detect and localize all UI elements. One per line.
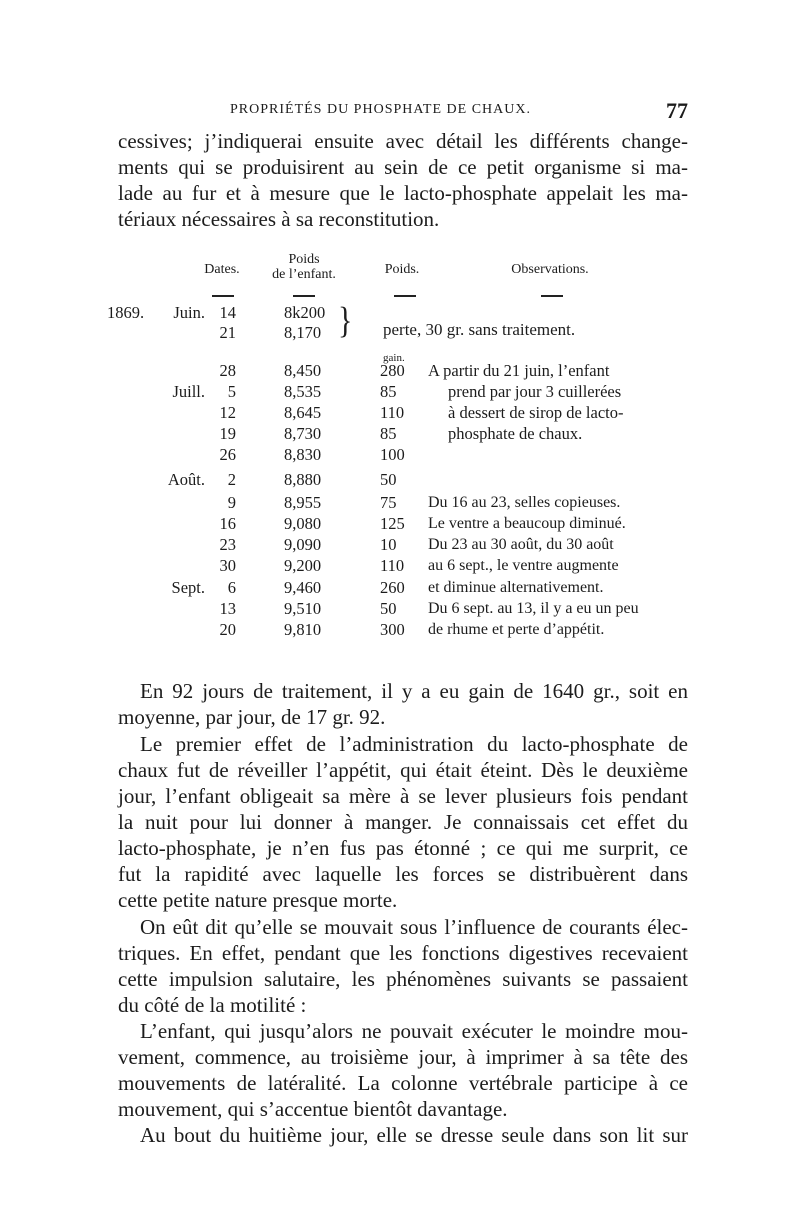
- text-line: mouvements de latéralité. La colonne vertébrale participe à ce: [118, 1071, 688, 1095]
- table-cell-day: 13: [219, 599, 236, 618]
- table-cell-weight: 9,200: [284, 556, 322, 575]
- table-cell-weight: 9,080: [284, 514, 322, 533]
- table-cell-weight: 9,810: [284, 620, 322, 639]
- header-observations: Observations.: [511, 262, 589, 277]
- table-cell-weight: 8,450: [284, 361, 322, 380]
- brace: }: [338, 299, 353, 341]
- table-cell-day: 26: [219, 445, 236, 464]
- table-cell-weight: 8,955: [284, 493, 322, 512]
- table-cell-delta: 260: [380, 578, 405, 597]
- paragraph-summary: [118, 678, 688, 730]
- paragraph-movement: [118, 1018, 688, 1122]
- intro-paragraph: [118, 128, 688, 232]
- table-cell-obs: et diminue alternativement.: [428, 579, 604, 596]
- table-cell-obs: prend par jour 3 cuillerées: [448, 382, 622, 401]
- first-observation: perte, 30 gr. sans traitement.: [383, 320, 576, 339]
- text-line: En 92 jours de traitement, il y a eu gain de 1640 gr., soit en: [140, 679, 688, 703]
- table-cell-month: Juill.: [172, 382, 205, 401]
- text-line: triques. En effet, pendant que les fonctions digestives recevaient: [118, 941, 688, 965]
- text-line: cette impulsion salutaire, les phénomènes suivants se passaient: [118, 967, 688, 991]
- header-dash: [394, 295, 416, 297]
- table-cell-month: Juin.: [173, 303, 205, 322]
- table-cell-delta: 85: [380, 382, 397, 401]
- text-line: lade au fur et à mesure que le lacto-phosphate appelait les ma-: [118, 181, 688, 205]
- table-cell-month: Août.: [167, 470, 205, 489]
- table-cell-day: 12: [219, 403, 236, 422]
- table-cell-delta: 110: [380, 556, 405, 575]
- text-line: lacto-phosphate, je n’en fus pas étonné ; ce qui me surprit, ce: [118, 836, 688, 860]
- text-line: jour, l’enfant obligeait sa mère à se lever plusieurs fois pendant: [118, 784, 688, 808]
- text-line: mouvement, qui s’accentue bientôt davantage.: [118, 1097, 508, 1121]
- paragraph-appetite: [118, 731, 688, 913]
- text-line: fut la rapidité avec laquelle les forces se distribuèrent dans: [118, 862, 688, 886]
- text-line: chaux fut de réveiller l’appétit, qui était éteint. Dès le deuxième: [118, 758, 688, 782]
- paragraph-eighth-day: [118, 1122, 688, 1148]
- table-cell-weight: 9,460: [284, 578, 322, 597]
- header-dates: Dates.: [204, 262, 240, 277]
- table-cell-day: 19: [219, 424, 236, 443]
- header-dash: [541, 295, 563, 297]
- table-cell-obs: de rhume et perte d’appétit.: [428, 621, 605, 638]
- text-line: moyenne, par jour, de 17 gr. 92.: [118, 705, 386, 729]
- table-cell-obs: Du 23 au 30 août, du 30 août: [428, 536, 614, 553]
- text-line: L’enfant, qui jusqu’alors ne pouvait exécuter le moindre mou-: [140, 1019, 688, 1043]
- page-number: 77: [666, 98, 688, 123]
- table-cell-obs: Le ventre a beaucoup diminué.: [428, 515, 626, 532]
- table-cell-month: Sept.: [171, 578, 205, 597]
- table-cell-obs: Du 16 au 23, selles copieuses.: [428, 494, 621, 511]
- table-cell-day: 5: [227, 382, 236, 401]
- table-cell-delta: 50: [380, 470, 397, 489]
- table-cell-weight: 8,645: [284, 403, 322, 422]
- table-cell-day: 14: [219, 303, 236, 322]
- table-cell-weight: 8,880: [284, 470, 322, 489]
- text-line: Le premier effet de l’administration du lacto-phosphate de: [140, 732, 688, 756]
- table-cell-year: 1869.: [107, 303, 145, 322]
- table-cell-day: 16: [219, 514, 236, 533]
- table-cell-delta: 75: [380, 493, 397, 512]
- table-cell-weight: 8k200: [284, 303, 326, 322]
- paragraph-motility: [118, 914, 688, 1018]
- table-cell-weight: 8,730: [284, 424, 322, 443]
- table-cell-day: 20: [219, 620, 236, 639]
- table-cell-obs: Du 6 sept. au 13, il y a eu un peu: [428, 600, 639, 617]
- text-line: Au bout du huitième jour, elle se dresse seule dans son lit sur: [140, 1123, 688, 1147]
- table-cell-obs: phosphate de chaux.: [448, 424, 583, 443]
- table-cell-day: 30: [219, 556, 236, 575]
- header-poids: Poids.: [384, 262, 420, 277]
- table-cell-weight: 8,535: [284, 382, 322, 401]
- table-cell-obs: A partir du 21 juin, l’enfant: [428, 361, 610, 380]
- table-cell-weight: 9,510: [284, 599, 322, 618]
- table-cell-weight: 9,090: [284, 535, 322, 554]
- table-cell-delta: 85: [380, 424, 397, 443]
- text-line: ments qui se produisirent au sein de ce petit organisme si ma-: [118, 155, 688, 179]
- table-cell-day: 9: [227, 493, 236, 512]
- table-cell-delta: 125: [380, 514, 405, 533]
- table-cell-weight: 8,170: [284, 323, 322, 342]
- running-head: [118, 100, 688, 124]
- text-line: tériaux nécessaires à sa reconstitution.: [118, 207, 440, 231]
- text-line: du côté de la motilité :: [118, 993, 307, 1017]
- table-cell-day: 2: [227, 470, 236, 489]
- table-cell-delta: 10: [380, 535, 397, 554]
- table-cell-delta: 280: [380, 361, 405, 380]
- gain-label: gain.: [383, 352, 405, 364]
- table-cell-delta: 100: [380, 445, 405, 464]
- text-line: vement, commence, au troisième jour, à imprimer à sa tête des: [118, 1045, 688, 1069]
- header-dash: [293, 295, 315, 297]
- table-cell-day: 23: [219, 535, 236, 554]
- text-line: la nuit pour lui donner à manger. Je connaissais cet effet du: [118, 810, 688, 834]
- table-cell-delta: 50: [380, 599, 397, 618]
- table-cell-day: 6: [227, 578, 236, 597]
- table-cell-day: 28: [219, 361, 236, 380]
- text-line: On eût dit qu’elle se mouvait sous l’influence de courants élec-: [140, 915, 688, 939]
- running-title: PROPRIÉTÉS DU PHOSPHATE DE CHAUX.: [230, 102, 531, 117]
- header-poids-enfant-2: de l’enfant.: [272, 267, 336, 282]
- text-line: cessives; j’indiquerai ensuite avec détail les différents change-: [118, 129, 688, 153]
- table-cell-delta: 300: [380, 620, 405, 639]
- header-dash: [212, 295, 234, 297]
- text-line: cette petite nature presque morte.: [118, 888, 398, 912]
- table-cell-obs: au 6 sept., le ventre augmente: [428, 557, 619, 574]
- header-poids-enfant-1: Poids: [288, 252, 320, 267]
- table-cell-day: 21: [219, 323, 236, 342]
- table-cell-delta: 110: [380, 403, 405, 422]
- table-cell-obs: à dessert de sirop de lacto-: [448, 403, 624, 422]
- table-cell-weight: 8,830: [284, 445, 322, 464]
